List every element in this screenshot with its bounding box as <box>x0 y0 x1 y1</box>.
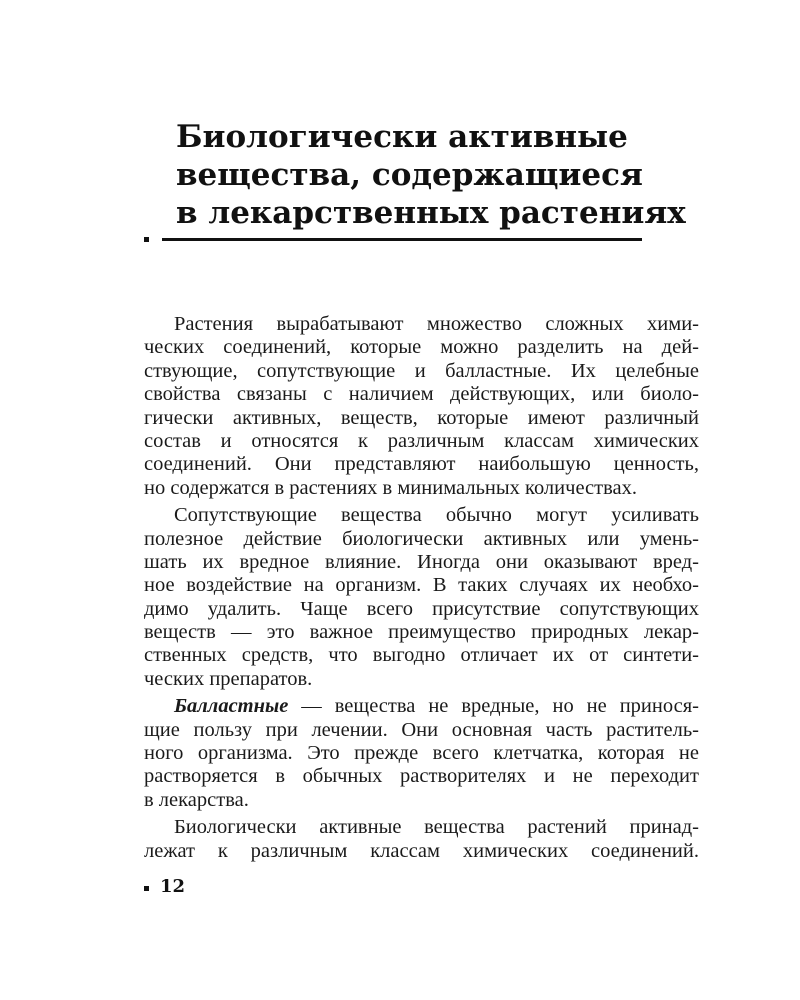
text-line: веществ — это важное преимущество природных лекар- <box>144 621 699 644</box>
text-line: гически активных, веществ, которые имеют различный <box>144 406 699 429</box>
text-line: растворяется в обычных растворителях и не переходит <box>144 765 699 788</box>
title-bullet-icon <box>144 237 149 242</box>
text-line: ственных средств, что выгодно отличает их от синтети- <box>144 644 699 667</box>
chapter-title-line: в лекарственных растениях <box>176 195 686 231</box>
text-line: ного организма. Это прежде всего клетчатка, которая не <box>144 742 699 765</box>
title-rule <box>162 238 642 241</box>
emphasized-term: Балластные <box>174 695 289 718</box>
text-line: шать их вредное влияние. Иногда они оказывают вред- <box>144 550 699 573</box>
body-text <box>144 313 699 863</box>
chapter-title-line: Биологически активные <box>176 119 628 155</box>
footer-bullet-icon <box>144 886 149 891</box>
text-fragment: — вещества не вредные, но не принося- <box>288 695 699 718</box>
text-line: свойства связаны с наличием действующих, или биоло- <box>144 383 699 406</box>
page-number: 12 <box>160 876 186 897</box>
text-line: лежат к различным классам химических соединений. <box>144 839 699 862</box>
text-line: ческих препаратов. <box>144 667 313 690</box>
text-line: полезное действие биологически активных или умень- <box>144 527 699 550</box>
text-line: ческих соединений, которые можно разделить на дей- <box>144 336 699 359</box>
text-line: Растения вырабатывают множество сложных хими- <box>174 313 699 335</box>
chapter-title-line: вещества, содержащиеся <box>176 157 643 193</box>
text-line: ное воздействие на организм. В таких случаях их необхо- <box>144 574 699 597</box>
text-line: в лекарства. <box>144 788 249 811</box>
text-line: но содержатся в растениях в минимальных количествах. <box>144 476 637 499</box>
text-line: щие пользу при лечении. Они основная часть раститель- <box>144 718 699 741</box>
text-line: димо удалить. Чаще всего присутствие сопутствующих <box>144 597 699 620</box>
chapter-title <box>176 118 686 232</box>
text-line: ствующие, сопутствующие и балластные. Их целебные <box>144 359 699 382</box>
text-line: состав и относятся к различным классам химических <box>144 429 699 452</box>
text-line: соединений. Они представляют наибольшую ценность, <box>144 453 699 476</box>
text-line: Биологически активные вещества растений принад- <box>174 816 699 839</box>
text-line: Сопутствующие вещества обычно могут усиливать <box>174 504 699 527</box>
text-line <box>144 695 699 718</box>
